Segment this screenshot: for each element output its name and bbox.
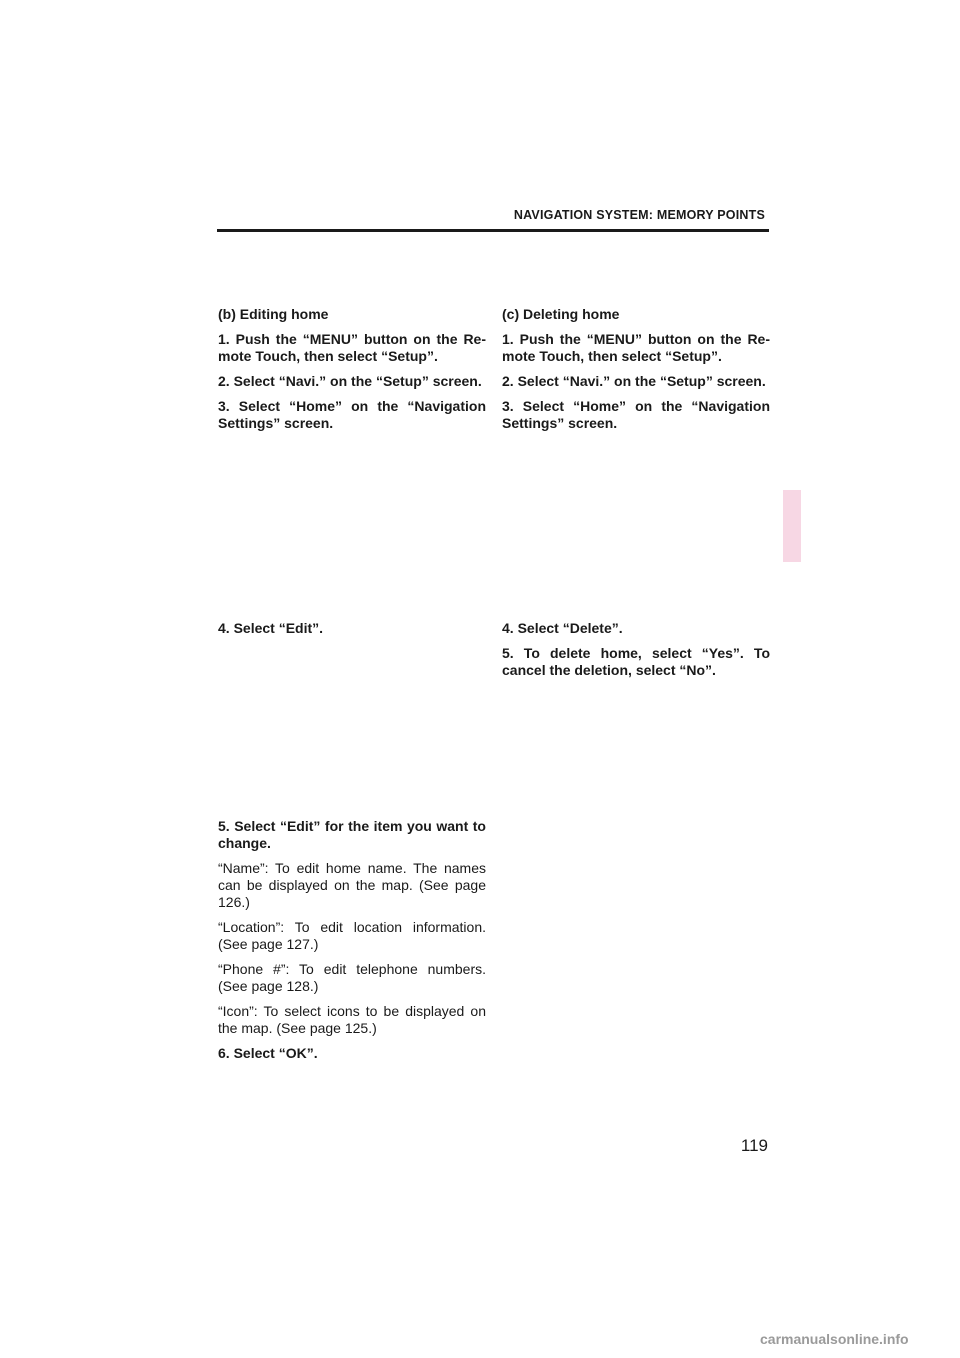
step-2: 2. Select “Navi.” on the “Setup” screen. (502, 373, 766, 389)
note-location: “Location”: To edit location information. (See page 127.) (218, 919, 486, 952)
left-column-bottom (218, 818, 486, 1070)
step-2: 2. Select “Navi.” on the “Setup” screen. (218, 373, 482, 389)
note-icon: “Icon”: To select icons to be displayed on the map. (See page 125.) (218, 1003, 486, 1036)
section-tab-marker (783, 490, 801, 562)
header-rule (217, 229, 769, 232)
left-column-top (218, 306, 486, 440)
step-1: 1. Push the “MENU” button on the Re- mote Touch, then select “Setup”. (502, 331, 770, 364)
right-column-bottom (502, 620, 770, 687)
page-header: NAVIGATION SYSTEM: MEMORY POINTS (513, 208, 765, 222)
note-phone: “Phone #”: To edit telephone numbers. (See page 128.) (218, 961, 486, 994)
page-number: 119 (740, 1136, 768, 1155)
step-4: 4. Select “Edit”. (218, 620, 324, 636)
step-1: 1. Push the “MENU” button on the Re- mote Touch, then select “Setup”. (218, 331, 486, 364)
step-6: 6. Select “OK”. (218, 1045, 318, 1061)
step-3: 3. Select “Home” on the “Navigation Settings” screen. (502, 398, 770, 431)
left-step-4 (218, 620, 486, 645)
step-5: 5. To delete home, select “Yes”. To cancel the deletion, select “No”. (502, 645, 770, 678)
step-3: 3. Select “Home” on the “Navigation Settings” screen. (218, 398, 486, 431)
section-heading-deleting-home: (c) Deleting home (502, 306, 620, 322)
step-4: 4. Select “Delete”. (502, 620, 623, 636)
note-name: “Name”: To edit home name. The names can be displayed on the map. (See page 126.) (218, 860, 486, 910)
step-5: 5. Select “Edit” for the item you want to change. (218, 818, 486, 851)
section-heading-editing-home: (b) Editing home (218, 306, 329, 322)
watermark: carmanualsonline.info (760, 1331, 909, 1347)
right-column-top (502, 306, 770, 440)
